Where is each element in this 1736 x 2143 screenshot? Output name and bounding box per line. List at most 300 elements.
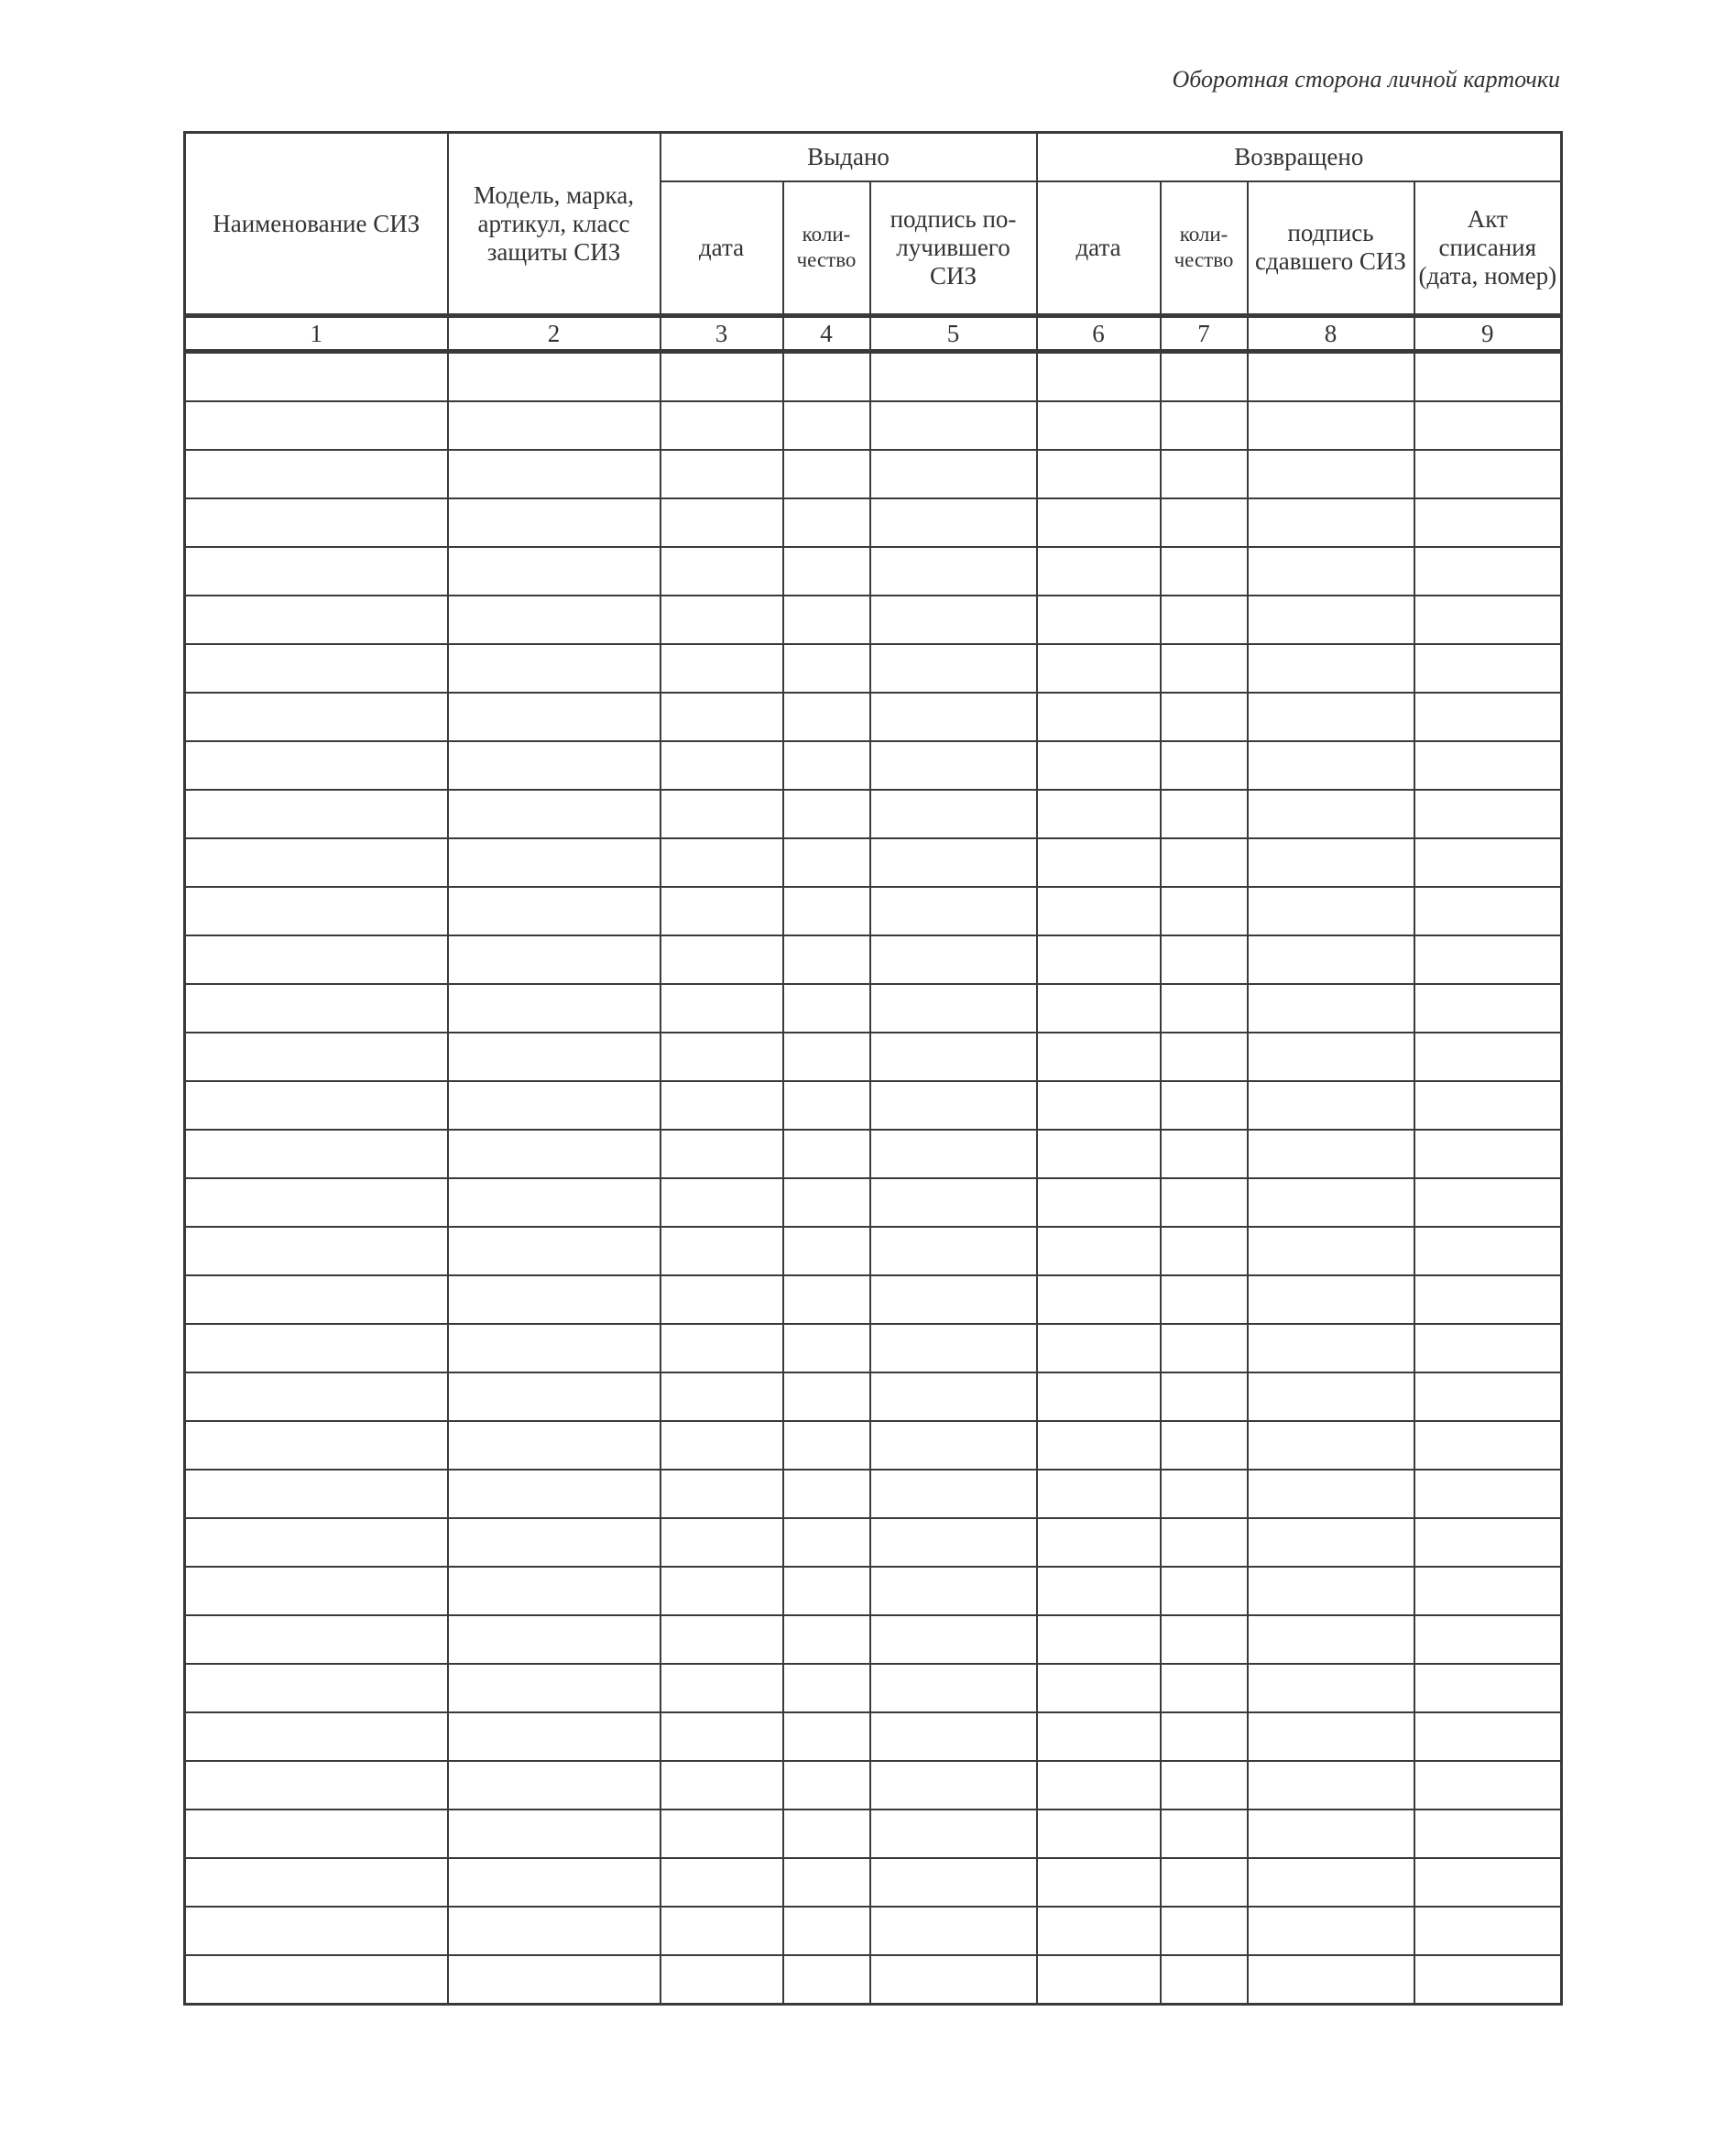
table-cell[interactable] [1414,790,1562,838]
table-cell[interactable] [783,790,870,838]
table-cell[interactable] [1248,1955,1414,2005]
table-cell[interactable] [1248,790,1414,838]
table-cell[interactable] [870,1615,1037,1664]
table-cell[interactable] [1037,1518,1161,1567]
table-cell[interactable] [1161,1858,1248,1907]
table-cell[interactable] [1037,401,1161,450]
table-cell[interactable] [1161,1227,1248,1275]
table-cell[interactable] [185,1664,448,1712]
table-cell[interactable] [1414,1324,1562,1372]
table-cell[interactable] [1037,693,1161,741]
table-cell[interactable] [1037,1761,1161,1810]
table-cell[interactable] [783,1712,870,1761]
table-cell[interactable] [448,1421,661,1470]
table-cell[interactable] [870,1178,1037,1227]
table-cell[interactable] [185,1227,448,1275]
table-cell[interactable] [661,984,783,1033]
table-cell[interactable] [1414,1761,1562,1810]
table-cell[interactable] [448,1324,661,1372]
table-cell[interactable] [783,596,870,644]
table-cell[interactable] [1248,1567,1414,1615]
table-cell[interactable] [1414,1033,1562,1081]
table-cell[interactable] [870,1955,1037,2005]
table-cell[interactable] [870,1761,1037,1810]
table-cell[interactable] [661,1033,783,1081]
table-cell[interactable] [783,450,870,498]
table-cell[interactable] [783,1664,870,1712]
table-cell[interactable] [870,1130,1037,1178]
table-cell[interactable] [661,1712,783,1761]
table-cell[interactable] [448,1178,661,1227]
table-cell[interactable] [783,1518,870,1567]
table-cell[interactable] [783,1567,870,1615]
table-cell[interactable] [1248,1858,1414,1907]
table-cell[interactable] [185,741,448,790]
table-cell[interactable] [783,838,870,887]
table-cell[interactable] [870,596,1037,644]
table-cell[interactable] [1161,1324,1248,1372]
table-cell[interactable] [1161,1955,1248,2005]
table-cell[interactable] [1248,741,1414,790]
table-cell[interactable] [783,1372,870,1421]
table-cell[interactable] [661,1178,783,1227]
table-cell[interactable] [1248,838,1414,887]
table-cell[interactable] [185,1372,448,1421]
table-cell[interactable] [1414,984,1562,1033]
table-cell[interactable] [1248,1615,1414,1664]
table-cell[interactable] [661,1761,783,1810]
table-cell[interactable] [1248,887,1414,935]
table-cell[interactable] [1161,352,1248,402]
table-cell[interactable] [1414,1615,1562,1664]
table-cell[interactable] [783,498,870,547]
table-cell[interactable] [448,1955,661,2005]
table-cell[interactable] [1161,547,1248,596]
table-cell[interactable] [1248,401,1414,450]
table-cell[interactable] [1248,352,1414,402]
table-cell[interactable] [185,693,448,741]
table-cell[interactable] [783,984,870,1033]
table-cell[interactable] [870,352,1037,402]
table-cell[interactable] [661,450,783,498]
table-cell[interactable] [661,741,783,790]
table-cell[interactable] [185,1810,448,1858]
table-cell[interactable] [870,741,1037,790]
table-cell[interactable] [783,1275,870,1324]
table-cell[interactable] [1248,935,1414,984]
table-cell[interactable] [1037,790,1161,838]
table-cell[interactable] [448,1372,661,1421]
table-cell[interactable] [1248,1518,1414,1567]
table-cell[interactable] [448,1470,661,1518]
table-cell[interactable] [661,1421,783,1470]
table-cell[interactable] [870,838,1037,887]
table-cell[interactable] [1161,1178,1248,1227]
table-cell[interactable] [185,790,448,838]
table-cell[interactable] [448,450,661,498]
table-cell[interactable] [1037,984,1161,1033]
table-cell[interactable] [783,1761,870,1810]
table-cell[interactable] [870,984,1037,1033]
table-cell[interactable] [1414,644,1562,693]
table-cell[interactable] [185,1033,448,1081]
table-cell[interactable] [448,984,661,1033]
table-cell[interactable] [1037,1275,1161,1324]
table-cell[interactable] [185,1761,448,1810]
table-cell[interactable] [661,498,783,547]
table-cell[interactable] [1414,1421,1562,1470]
table-cell[interactable] [783,1227,870,1275]
table-cell[interactable] [870,450,1037,498]
table-cell[interactable] [1037,352,1161,402]
table-cell[interactable] [783,1810,870,1858]
table-cell[interactable] [1037,1372,1161,1421]
table-cell[interactable] [1037,1470,1161,1518]
table-cell[interactable] [661,1858,783,1907]
table-cell[interactable] [1414,838,1562,887]
table-cell[interactable] [661,935,783,984]
table-cell[interactable] [1248,1421,1414,1470]
table-cell[interactable] [783,1130,870,1178]
table-cell[interactable] [448,1033,661,1081]
table-cell[interactable] [870,1372,1037,1421]
table-cell[interactable] [448,1227,661,1275]
table-cell[interactable] [1037,1907,1161,1955]
table-cell[interactable] [870,401,1037,450]
table-cell[interactable] [661,352,783,402]
table-cell[interactable] [870,1227,1037,1275]
table-cell[interactable] [1248,1081,1414,1130]
table-cell[interactable] [1414,1907,1562,1955]
table-cell[interactable] [1161,1712,1248,1761]
table-cell[interactable] [1037,644,1161,693]
table-cell[interactable] [783,1324,870,1372]
table-cell[interactable] [783,1081,870,1130]
table-cell[interactable] [1161,1518,1248,1567]
table-cell[interactable] [661,596,783,644]
table-cell[interactable] [661,1227,783,1275]
table-cell[interactable] [185,1081,448,1130]
table-cell[interactable] [1414,1567,1562,1615]
table-cell[interactable] [448,596,661,644]
table-cell[interactable] [1037,1664,1161,1712]
table-cell[interactable] [1248,1907,1414,1955]
table-cell[interactable] [1037,498,1161,547]
table-cell[interactable] [448,1518,661,1567]
table-cell[interactable] [185,1955,448,2005]
table-cell[interactable] [1414,596,1562,644]
table-cell[interactable] [1414,1858,1562,1907]
table-cell[interactable] [1248,693,1414,741]
table-cell[interactable] [783,1615,870,1664]
table-cell[interactable] [1161,838,1248,887]
table-cell[interactable] [661,1372,783,1421]
table-cell[interactable] [661,1470,783,1518]
table-cell[interactable] [1248,1810,1414,1858]
table-cell[interactable] [661,1081,783,1130]
table-cell[interactable] [1037,450,1161,498]
table-cell[interactable] [1037,1130,1161,1178]
table-cell[interactable] [1161,1470,1248,1518]
table-cell[interactable] [1414,1664,1562,1712]
table-cell[interactable] [783,352,870,402]
table-cell[interactable] [1161,1810,1248,1858]
table-cell[interactable] [661,644,783,693]
table-cell[interactable] [1037,1324,1161,1372]
table-cell[interactable] [1414,1372,1562,1421]
table-cell[interactable] [1037,1081,1161,1130]
table-cell[interactable] [661,1955,783,2005]
table-cell[interactable] [661,547,783,596]
table-cell[interactable] [870,1664,1037,1712]
table-cell[interactable] [1161,1130,1248,1178]
table-cell[interactable] [448,1907,661,1955]
table-cell[interactable] [1161,450,1248,498]
table-cell[interactable] [1414,352,1562,402]
table-cell[interactable] [1161,887,1248,935]
table-cell[interactable] [1248,1178,1414,1227]
table-cell[interactable] [870,887,1037,935]
table-cell[interactable] [448,1081,661,1130]
table-cell[interactable] [1161,1033,1248,1081]
table-cell[interactable] [448,352,661,402]
table-cell[interactable] [1161,1615,1248,1664]
table-cell[interactable] [185,401,448,450]
table-cell[interactable] [661,1810,783,1858]
table-cell[interactable] [1037,1421,1161,1470]
table-cell[interactable] [185,984,448,1033]
table-cell[interactable] [1037,838,1161,887]
table-cell[interactable] [448,838,661,887]
table-cell[interactable] [870,935,1037,984]
table-cell[interactable] [1248,498,1414,547]
table-cell[interactable] [448,401,661,450]
table-cell[interactable] [1414,1712,1562,1761]
table-cell[interactable] [185,1178,448,1227]
table-cell[interactable] [870,790,1037,838]
table-cell[interactable] [185,596,448,644]
table-cell[interactable] [870,644,1037,693]
table-cell[interactable] [185,1470,448,1518]
table-cell[interactable] [1248,450,1414,498]
table-cell[interactable] [1037,1955,1161,2005]
table-cell[interactable] [1161,1081,1248,1130]
table-cell[interactable] [1248,1275,1414,1324]
table-cell[interactable] [185,547,448,596]
table-cell[interactable] [1161,693,1248,741]
table-cell[interactable] [783,1033,870,1081]
table-cell[interactable] [1037,741,1161,790]
table-cell[interactable] [185,450,448,498]
table-cell[interactable] [1414,1178,1562,1227]
table-cell[interactable] [1161,1567,1248,1615]
table-cell[interactable] [1414,1227,1562,1275]
table-cell[interactable] [870,1712,1037,1761]
table-cell[interactable] [870,498,1037,547]
table-cell[interactable] [185,1858,448,1907]
table-cell[interactable] [1248,547,1414,596]
table-cell[interactable] [1414,1518,1562,1567]
table-cell[interactable] [661,887,783,935]
table-cell[interactable] [448,1664,661,1712]
table-cell[interactable] [661,1324,783,1372]
table-cell[interactable] [1414,887,1562,935]
table-cell[interactable] [661,401,783,450]
table-cell[interactable] [783,1421,870,1470]
table-cell[interactable] [448,1858,661,1907]
table-cell[interactable] [185,1712,448,1761]
table-cell[interactable] [1037,1227,1161,1275]
table-cell[interactable] [448,1761,661,1810]
table-cell[interactable] [661,1518,783,1567]
table-cell[interactable] [783,1178,870,1227]
table-cell[interactable] [185,935,448,984]
table-cell[interactable] [448,693,661,741]
table-cell[interactable] [1248,1664,1414,1712]
table-cell[interactable] [1037,1567,1161,1615]
table-cell[interactable] [1037,1858,1161,1907]
table-cell[interactable] [661,693,783,741]
table-cell[interactable] [1037,1033,1161,1081]
table-cell[interactable] [783,1955,870,2005]
table-cell[interactable] [448,790,661,838]
table-cell[interactable] [448,1567,661,1615]
table-cell[interactable] [448,741,661,790]
table-cell[interactable] [1414,1275,1562,1324]
table-cell[interactable] [1414,1130,1562,1178]
table-cell[interactable] [185,644,448,693]
table-cell[interactable] [661,1567,783,1615]
table-cell[interactable] [448,1275,661,1324]
table-cell[interactable] [1414,401,1562,450]
table-cell[interactable] [1161,1275,1248,1324]
table-cell[interactable] [1248,1033,1414,1081]
table-cell[interactable] [1414,450,1562,498]
table-cell[interactable] [783,1907,870,1955]
table-cell[interactable] [870,1810,1037,1858]
table-cell[interactable] [1248,1712,1414,1761]
table-cell[interactable] [448,1810,661,1858]
table-cell[interactable] [185,1907,448,1955]
table-cell[interactable] [783,741,870,790]
table-cell[interactable] [1037,887,1161,935]
table-cell[interactable] [1414,1955,1562,2005]
table-cell[interactable] [783,644,870,693]
table-cell[interactable] [1414,1470,1562,1518]
table-cell[interactable] [870,693,1037,741]
table-cell[interactable] [448,498,661,547]
table-cell[interactable] [1248,1470,1414,1518]
table-cell[interactable] [1248,1130,1414,1178]
table-cell[interactable] [661,1664,783,1712]
table-cell[interactable] [870,1081,1037,1130]
table-cell[interactable] [185,1275,448,1324]
table-cell[interactable] [870,1858,1037,1907]
table-cell[interactable] [1414,1081,1562,1130]
table-cell[interactable] [1161,790,1248,838]
table-cell[interactable] [1037,596,1161,644]
table-cell[interactable] [783,1470,870,1518]
table-cell[interactable] [1161,1372,1248,1421]
table-cell[interactable] [185,1615,448,1664]
table-cell[interactable] [448,1130,661,1178]
table-cell[interactable] [185,1130,448,1178]
table-cell[interactable] [783,401,870,450]
table-cell[interactable] [185,1421,448,1470]
table-cell[interactable] [1248,1324,1414,1372]
table-cell[interactable] [1248,1227,1414,1275]
table-cell[interactable] [1248,984,1414,1033]
table-cell[interactable] [1037,1615,1161,1664]
table-cell[interactable] [870,1470,1037,1518]
table-cell[interactable] [1161,1761,1248,1810]
table-cell[interactable] [870,1275,1037,1324]
table-cell[interactable] [870,1567,1037,1615]
table-cell[interactable] [1414,498,1562,547]
table-cell[interactable] [1161,498,1248,547]
table-cell[interactable] [185,1324,448,1372]
table-cell[interactable] [661,1615,783,1664]
table-cell[interactable] [783,935,870,984]
table-cell[interactable] [1037,1810,1161,1858]
table-cell[interactable] [870,1324,1037,1372]
table-cell[interactable] [661,838,783,887]
table-cell[interactable] [1161,1664,1248,1712]
table-cell[interactable] [870,1907,1037,1955]
table-cell[interactable] [870,547,1037,596]
table-cell[interactable] [1414,547,1562,596]
table-cell[interactable] [1248,596,1414,644]
table-cell[interactable] [870,1518,1037,1567]
table-cell[interactable] [1161,401,1248,450]
table-cell[interactable] [661,790,783,838]
table-cell[interactable] [448,887,661,935]
table-cell[interactable] [783,1858,870,1907]
table-cell[interactable] [185,352,448,402]
table-cell[interactable] [1161,741,1248,790]
table-cell[interactable] [1161,644,1248,693]
table-cell[interactable] [1248,644,1414,693]
table-cell[interactable] [1248,1372,1414,1421]
table-cell[interactable] [783,547,870,596]
table-cell[interactable] [1037,935,1161,984]
table-cell[interactable] [1161,596,1248,644]
table-cell[interactable] [870,1033,1037,1081]
table-cell[interactable] [870,1421,1037,1470]
table-cell[interactable] [1037,547,1161,596]
table-cell[interactable] [783,693,870,741]
table-cell[interactable] [1248,1761,1414,1810]
table-cell[interactable] [1037,1178,1161,1227]
table-cell[interactable] [185,1518,448,1567]
table-cell[interactable] [1414,741,1562,790]
table-cell[interactable] [661,1130,783,1178]
table-cell[interactable] [1161,935,1248,984]
table-cell[interactable] [1161,984,1248,1033]
table-cell[interactable] [1161,1907,1248,1955]
table-cell[interactable] [1414,1810,1562,1858]
table-cell[interactable] [1414,693,1562,741]
table-cell[interactable] [661,1907,783,1955]
table-cell[interactable] [185,887,448,935]
table-cell[interactable] [448,1712,661,1761]
table-cell[interactable] [1414,935,1562,984]
table-cell[interactable] [661,1275,783,1324]
table-cell[interactable] [185,1567,448,1615]
table-cell[interactable] [185,498,448,547]
table-cell[interactable] [448,644,661,693]
table-cell[interactable] [185,838,448,887]
